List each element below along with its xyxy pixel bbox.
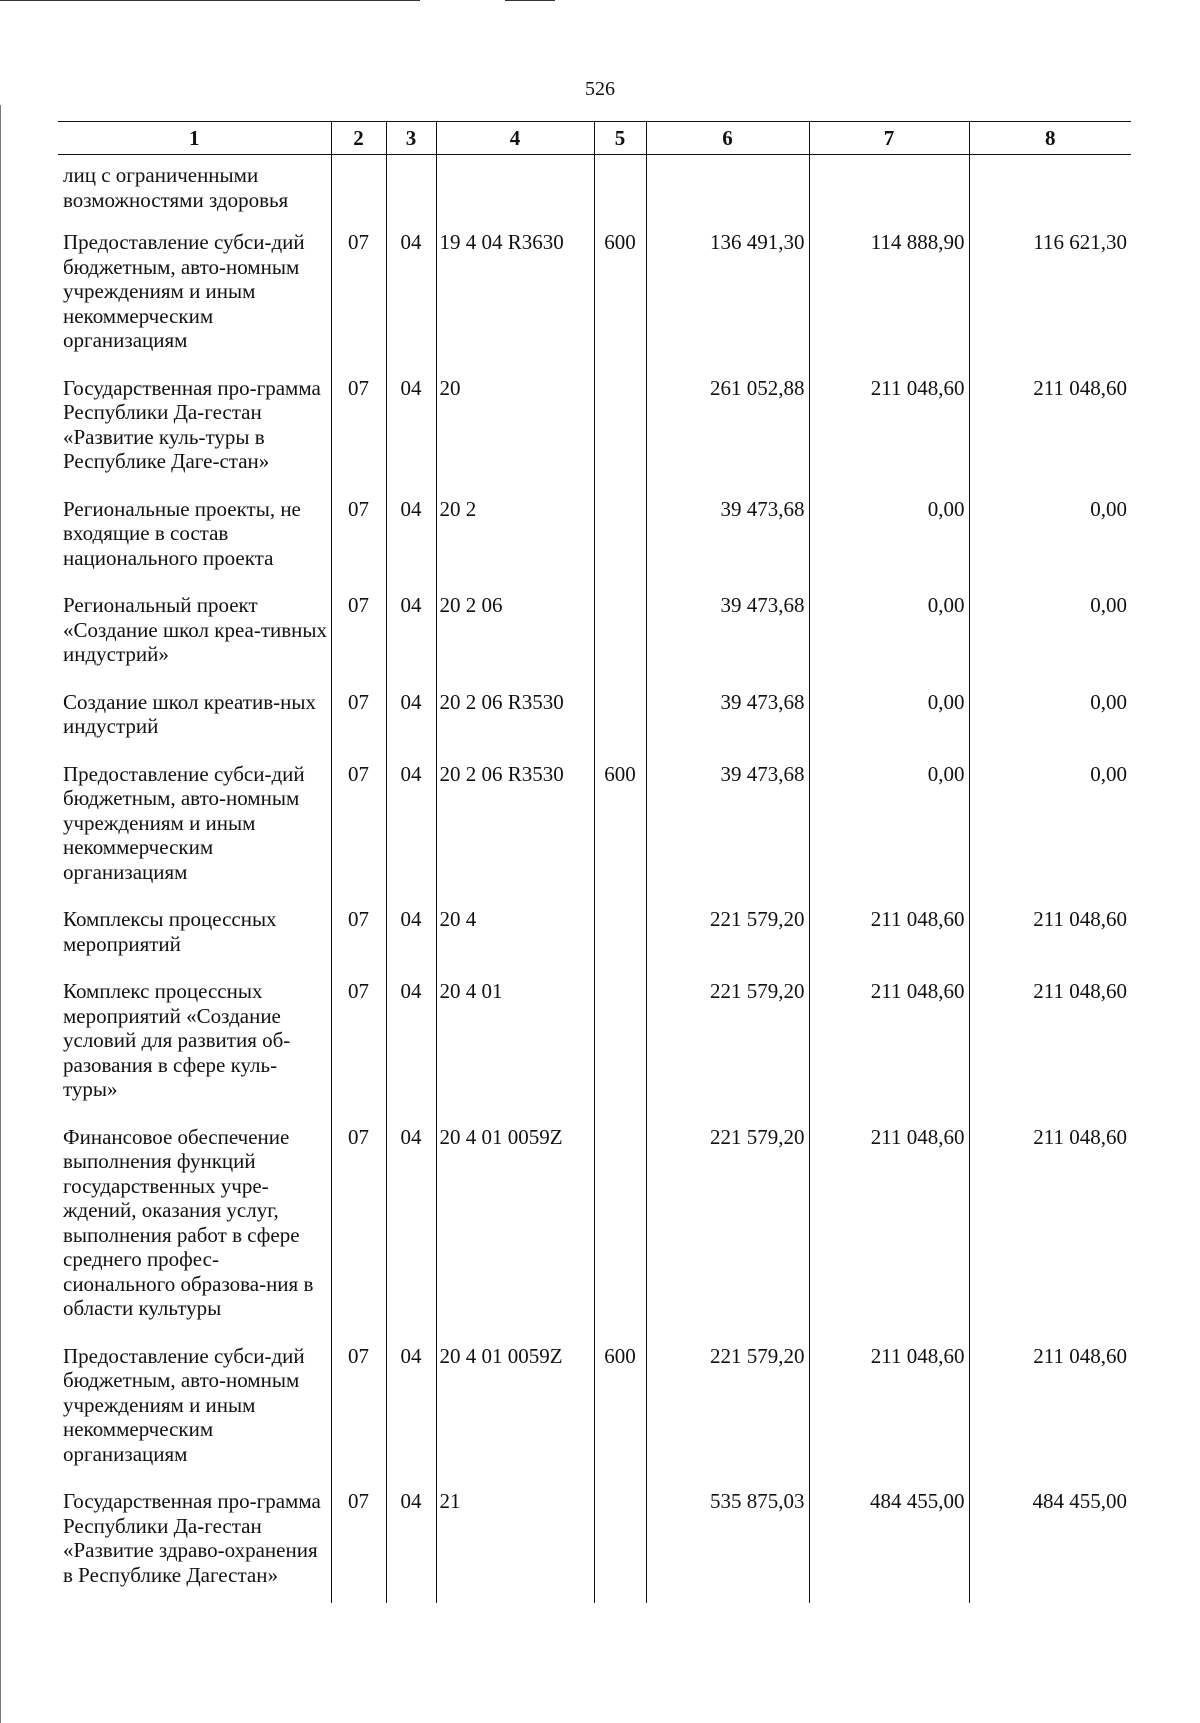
section-code-cell: 07 bbox=[331, 682, 386, 754]
subsection-code-cell bbox=[386, 155, 436, 223]
amount-cell: 211 048,60 bbox=[809, 1336, 969, 1482]
expense-type-cell bbox=[594, 489, 646, 586]
amount-cell: 211 048,60 bbox=[969, 899, 1131, 971]
header-cell: 5 bbox=[594, 122, 646, 155]
table-row bbox=[58, 971, 1131, 1117]
amount-cell: 211 048,60 bbox=[969, 368, 1131, 489]
row-name-cell: Комплекс процессных мероприятий «Создание условий для развития об-разования в сфере куль-туры» bbox=[63, 979, 291, 1101]
amount-cell: 0,00 bbox=[809, 489, 969, 586]
row-name-cell: Финансовое обеспечение выполнения функций государственных учре-ждений, оказания услуг, выполнения работ в сфере среднего профес-сионального образова-ния в области культуры bbox=[63, 1124, 314, 1320]
section-code-cell: 07 bbox=[331, 971, 386, 1117]
target-article-cell: 19 4 04 R3630 bbox=[436, 222, 594, 368]
header-cell: 8 bbox=[969, 122, 1131, 155]
row-name-cell: Создание школ креатив-ных индустрий bbox=[63, 689, 316, 738]
table-row bbox=[58, 368, 1131, 489]
table-body bbox=[58, 155, 1131, 1604]
table-row bbox=[58, 682, 1131, 754]
amount-cell: 0,00 bbox=[969, 754, 1131, 900]
amount-cell: 211 048,60 bbox=[969, 971, 1131, 1117]
table-row bbox=[58, 1117, 1131, 1336]
section-code-cell bbox=[331, 155, 386, 223]
subsection-code-cell: 04 bbox=[386, 489, 436, 586]
table-row bbox=[58, 155, 1131, 223]
row-name-cell: Региональные проекты, не входящие в состав национального проекта bbox=[63, 496, 301, 570]
section-code-cell: 07 bbox=[331, 899, 386, 971]
header-cell: 3 bbox=[386, 122, 436, 155]
expense-type-cell bbox=[594, 899, 646, 971]
amount-cell: 39 473,68 bbox=[646, 489, 809, 586]
amount-cell bbox=[969, 155, 1131, 223]
budget-table bbox=[58, 121, 1131, 1603]
expense-type-cell bbox=[594, 1481, 646, 1603]
page-left-edge bbox=[0, 105, 1, 1723]
target-article-cell bbox=[436, 155, 594, 223]
amount-cell bbox=[646, 155, 809, 223]
top-rule-short bbox=[505, 0, 555, 1]
amount-cell: 484 455,00 bbox=[809, 1481, 969, 1603]
target-article-cell: 20 2 bbox=[436, 489, 594, 586]
header-cell: 2 bbox=[331, 122, 386, 155]
amount-cell: 0,00 bbox=[809, 682, 969, 754]
amount-cell: 221 579,20 bbox=[646, 1336, 809, 1482]
subsection-code-cell: 04 bbox=[386, 899, 436, 971]
target-article-cell: 20 4 bbox=[436, 899, 594, 971]
row-name-cell: лиц с ограниченными возможностями здоровья bbox=[63, 163, 289, 212]
section-code-cell: 07 bbox=[331, 489, 386, 586]
amount-cell: 211 048,60 bbox=[969, 1336, 1131, 1482]
subsection-code-cell: 04 bbox=[386, 754, 436, 900]
expense-type-cell: 600 bbox=[594, 1336, 646, 1482]
amount-cell: 211 048,60 bbox=[809, 368, 969, 489]
row-name-cell: Региональный проект «Создание школ креа-тивных индустрий» bbox=[63, 593, 328, 666]
amount-cell: 211 048,60 bbox=[809, 899, 969, 971]
amount-cell: 39 473,68 bbox=[646, 754, 809, 900]
row-name-cell: Предоставление субси-дий бюджетным, авто-номным учреждениям и иным некоммерческим организациям bbox=[63, 1343, 305, 1466]
amount-cell: 114 888,90 bbox=[809, 222, 969, 368]
target-article-cell: 20 2 06 bbox=[436, 585, 594, 682]
subsection-code-cell: 04 bbox=[386, 368, 436, 489]
header-cell: 7 bbox=[809, 122, 969, 155]
header-row bbox=[58, 122, 1131, 155]
table-row bbox=[58, 222, 1131, 368]
subsection-code-cell: 04 bbox=[386, 971, 436, 1117]
row-name-cell: Предоставление субси-дий бюджетным, авто-номным учреждениям и иным некоммерческим организациям bbox=[63, 230, 305, 352]
subsection-code-cell: 04 bbox=[386, 222, 436, 368]
amount-cell: 211 048,60 bbox=[969, 1117, 1131, 1336]
section-code-cell: 07 bbox=[331, 1481, 386, 1603]
table-row bbox=[58, 489, 1131, 586]
expense-type-cell: 600 bbox=[594, 222, 646, 368]
amount-cell: 39 473,68 bbox=[646, 585, 809, 682]
table-row bbox=[58, 754, 1131, 900]
section-code-cell: 07 bbox=[331, 1336, 386, 1482]
page-number: 526 bbox=[585, 78, 615, 100]
table-row bbox=[58, 899, 1131, 971]
subsection-code-cell: 04 bbox=[386, 682, 436, 754]
top-rule bbox=[0, 0, 420, 1]
amount-cell: 0,00 bbox=[969, 489, 1131, 586]
target-article-cell: 20 4 01 0059Z bbox=[436, 1117, 594, 1336]
target-article-cell: 20 4 01 bbox=[436, 971, 594, 1117]
expense-type-cell bbox=[594, 682, 646, 754]
expense-type-cell: 600 bbox=[594, 754, 646, 900]
amount-cell: 261 052,88 bbox=[646, 368, 809, 489]
expense-type-cell bbox=[594, 155, 646, 223]
target-article-cell: 21 bbox=[436, 1481, 594, 1603]
amount-cell: 136 491,30 bbox=[646, 222, 809, 368]
table-row bbox=[58, 585, 1131, 682]
section-code-cell: 07 bbox=[331, 585, 386, 682]
row-name-cell: Государственная про-грамма Республики Да-гестан «Развитие куль-туры в Республике Даге-стан» bbox=[63, 375, 321, 473]
subsection-code-cell: 04 bbox=[386, 1481, 436, 1603]
expense-type-cell bbox=[594, 585, 646, 682]
expense-type-cell bbox=[594, 1117, 646, 1336]
amount-cell: 221 579,20 bbox=[646, 1117, 809, 1336]
row-name-cell: Комплексы процессных мероприятий bbox=[63, 907, 277, 956]
section-code-cell: 07 bbox=[331, 368, 386, 489]
table-row bbox=[58, 1481, 1131, 1603]
amount-cell: 211 048,60 bbox=[809, 971, 969, 1117]
target-article-cell: 20 2 06 R3530 bbox=[436, 682, 594, 754]
amount-cell: 116 621,30 bbox=[969, 222, 1131, 368]
subsection-code-cell: 04 bbox=[386, 1336, 436, 1482]
amount-cell: 0,00 bbox=[969, 585, 1131, 682]
row-name-cell: Государственная про-грамма Республики Да-гестан «Развитие здраво-охранения в Республике Дагестан» bbox=[63, 1489, 321, 1587]
expense-type-cell bbox=[594, 368, 646, 489]
amount-cell bbox=[809, 155, 969, 223]
table-row bbox=[58, 1336, 1131, 1482]
section-code-cell: 07 bbox=[331, 754, 386, 900]
subsection-code-cell: 04 bbox=[386, 1117, 436, 1336]
amount-cell: 484 455,00 bbox=[969, 1481, 1131, 1603]
target-article-cell: 20 4 01 0059Z bbox=[436, 1336, 594, 1482]
subsection-code-cell: 04 bbox=[386, 585, 436, 682]
header-cell: 4 bbox=[436, 122, 594, 155]
amount-cell: 0,00 bbox=[969, 682, 1131, 754]
amount-cell: 0,00 bbox=[809, 585, 969, 682]
amount-cell: 0,00 bbox=[809, 754, 969, 900]
header-cell: 1 bbox=[58, 122, 331, 155]
amount-cell: 221 579,20 bbox=[646, 971, 809, 1117]
section-code-cell: 07 bbox=[331, 222, 386, 368]
amount-cell: 221 579,20 bbox=[646, 899, 809, 971]
row-name-cell: Предоставление субси-дий бюджетным, авто-номным учреждениям и иным некоммерческим организациям bbox=[63, 761, 305, 884]
expense-type-cell bbox=[594, 971, 646, 1117]
header-cell: 6 bbox=[646, 122, 809, 155]
amount-cell: 211 048,60 bbox=[809, 1117, 969, 1336]
section-code-cell: 07 bbox=[331, 1117, 386, 1336]
target-article-cell: 20 2 06 R3530 bbox=[436, 754, 594, 900]
target-article-cell: 20 bbox=[436, 368, 594, 489]
amount-cell: 535 875,03 bbox=[646, 1481, 809, 1603]
amount-cell: 39 473,68 bbox=[646, 682, 809, 754]
